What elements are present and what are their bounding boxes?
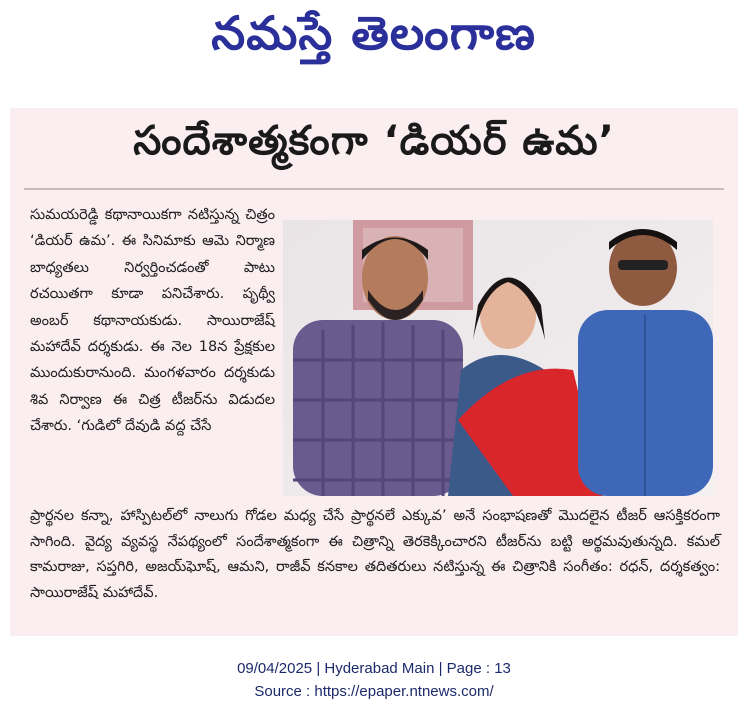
- group-photo-image: [283, 220, 713, 496]
- article-headline: సందేశాత్మకంగా ‘డియర్ ఉమ’: [133, 118, 615, 164]
- source-link[interactable]: Source : https://epaper.ntnews.com/: [254, 683, 494, 700]
- masthead: [0, 0, 748, 80]
- column-paragraph: సుమయరెడ్డి కథానాయికగా నటిస్తున్న చిత్రం ‘డియర్ ఉమ’. ఈ సినిమాకు ఆమె నిర్మాణ బాధ్యతలు నిర్వర్తించడంతో పాటు రచయితగా కూడా పనిచేశారు. పృథ్వీ అంబర్ కథానాయకుడు. సాయిరాజేష్ మహాదేవ్ దర్శకుడు. ఈ నెల 18న ప్రేక్షకుల ముందుకురానుంది. మంగళవారం దర్శకుడు శివ నిర్వాణ ఈ చిత్ర టీజర్‌ను విడుదల చేశారు. ‘గుడిలో దేవుడి వద్ద చేసే: [30, 207, 275, 435]
- headline-divider: [24, 188, 724, 190]
- edition-info: 09/04/2025 | Hyderabad Main | Page : 13: [237, 660, 511, 677]
- article-column-text: [30, 202, 275, 440]
- article-photo: [283, 220, 713, 496]
- newspaper-logo: నమస్తే తెలంగాణ: [211, 6, 537, 60]
- article-body-text: ప్రార్థనల కన్నా, హాస్పిటల్‌లో నాలుగు గోడల మధ్య చేసే ప్రార్థనలే ఎక్కువ’ అనే సంభాషణతో మొదలైన టీజర్ ఆసక్తికరంగా సాగింది. వైద్య వ్యవస్థ నేపథ్యంలో సందేశాత్మకంగా ఈ చిత్రాన్ని తెరకెక్కించారని టీజర్‌ను బట్టి అర్థమవుతున్నది. కమల్ కామరాజు, సప్తగిరి, అజయ్‌ఘోష్, ఆమని, రాజీవ్ కనకాల తదితరులు నటిస్తున్న ఈ చిత్రానికి సంగీతం: రధన్, దర్శకత్వం: సాయిరాజేష్ మహాదేవ్.: [30, 508, 720, 601]
- page-footer: [0, 657, 748, 703]
